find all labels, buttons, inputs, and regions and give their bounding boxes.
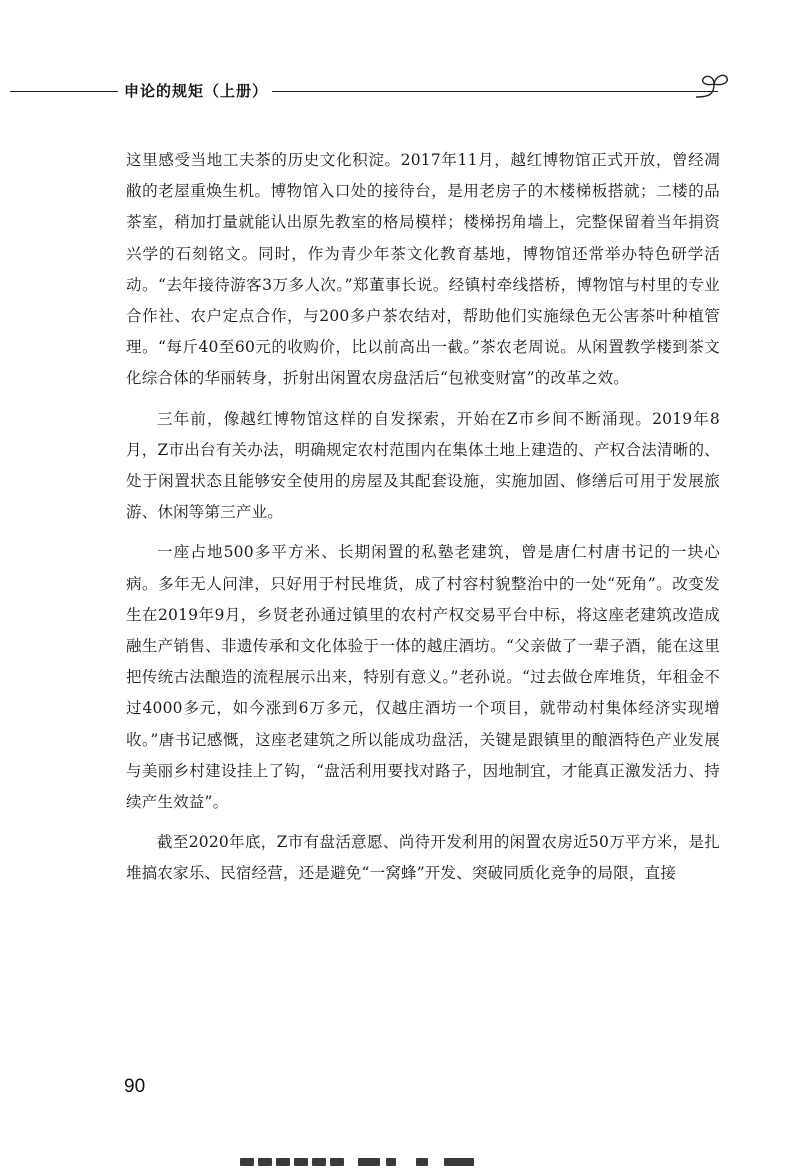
page-number: 90: [124, 1076, 146, 1097]
sprout-icon: [692, 70, 732, 100]
header-book-title: 申论的规矩（上册）: [124, 82, 269, 100]
paragraph: 这里感受当地工夫茶的历史文化积淀。2017年11月，越红博物馆正式开放，曾经凋敝的老屋重焕生机。博物馆入口处的接待台，是用老房子的木楼梯板搭就；二楼的品茶室，稍加打量就能认出原先教室的格局模样；楼梯拐角墙上，完整保留着当年捐资兴学的石刻铭文。同时，作为青少年茶文化教育基地，博物馆还常举办特色研学活动。“去年接待游客3万多人次。”郑董事长说。经镇村牵线搭桥，博物馆与村里的专业合作社、农户定点合作，与200多户茶农结对，帮助他们实施绿色无公害茶叶种植管理。“每斤40至60元的收购价，比以前高出一截。”茶农老周说。从闲置教学楼到茶文化综合体的华丽转身，折射出闲置农房盘活后“包袱变财富”的改革之效。: [126, 151, 720, 388]
paragraph: 三年前，像越红博物馆这样的自发探索，开始在Z市乡间不断涌现。2019年8月，Z市出台有关办法，明确规定农村范围内在集体土地上建造的、产权合法清晰的、处于闲置状态且能够安全使用的房屋及其配套设施，实施加固、修缮后可用于发展旅游、休闲等第三产业。: [126, 409, 720, 522]
running-header: [10, 70, 730, 110]
cropped-footer-text: [240, 1152, 480, 1172]
paragraph: 一座占地500多平方米、长期闲置的私塾老建筑，曾是唐仁村唐书记的一块心病。多年无人问津，只好用于村民堆货，成了村容村貌整治中的一处“死角”。改变发生在2019年9月，乡贤老孙通过镇里的农村产权交易平台中标，将这座老建筑改造成融生产销售、非遗传承和文化体验于一体的越庄酒坊。“父亲做了一辈子酒，能在这里把传统古法酿造的流程展示出来，特别有意义。”老孙说。“过去做仓库堆货，年租金不过4000多元，如今涨到6万多元，仅越庄酒坊一个项目，就带动村集体经济实现增收。”唐书记感慨，这座老建筑之所以能成功盘活，关键是跟镇里的酿酒特色产业发展与美丽乡村建设挂上了钩，“盘活利用要找对路子，因地制宜，才能真正激发活力、持续产生效益”。: [126, 543, 720, 812]
article-body: [126, 145, 720, 899]
header-rule-left: [10, 91, 118, 92]
paragraph: 截至2020年底，Z市有盘活意愿、尚待开发利用的闲置农房近50万平方米，是扎堆搞农家乐、民宿经营，还是避免“一窝蜂”开发、突破同质化竞争的局限，直接: [126, 833, 720, 883]
header-rule-right: [272, 91, 718, 92]
